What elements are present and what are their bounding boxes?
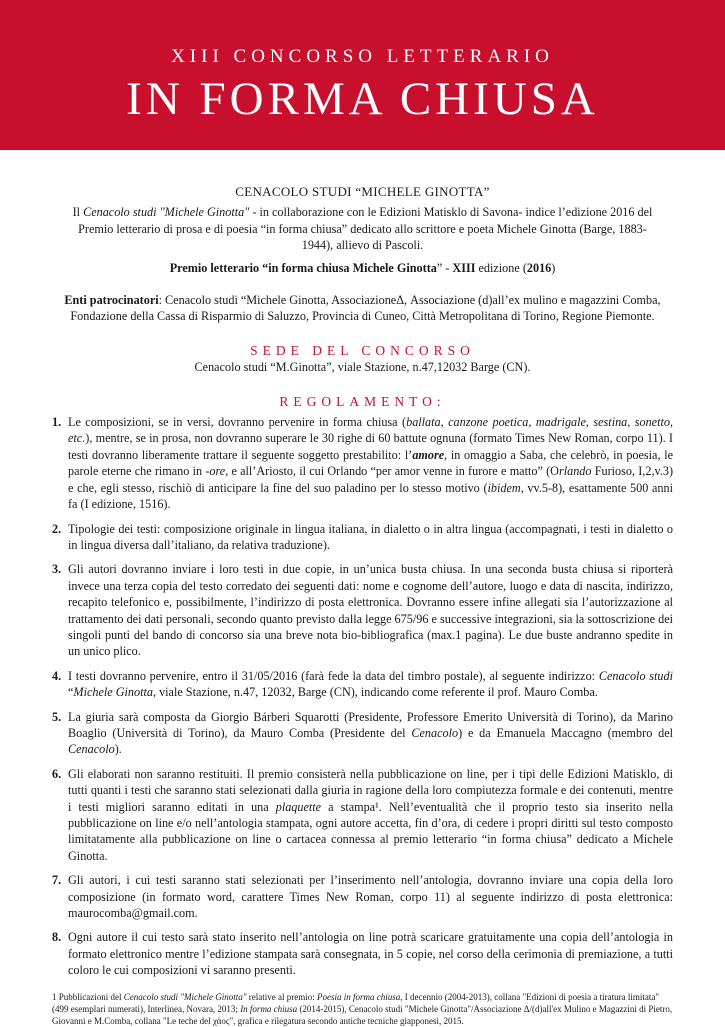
text-run <box>411 726 458 740</box>
rule-number: 4. <box>52 668 62 683</box>
text-segment: Cenacolo studi <box>598 668 673 683</box>
text-run: Ogni autore il cui testo sarà stato inserito nell’antologia on line potrà scaricare gratuitamente una copia dell’antologia in formato elettronico mentre l’edizione stampata sarà consegnata, in 5 copie, nel corso della cerimonia di premiazione, a tutti coloro le cui composizioni vi saranno presenti. <box>68 930 673 978</box>
text-run: I testi dovranno pervenire, entro il 31/05/2016 (farà fede la data del timbro postale), al seguente indirizzo: <box>68 668 599 683</box>
text-segment: Michele Ginotta <box>73 685 153 700</box>
text-run: (2014-2015), Cenacolo studi "Michele Ginotta"/Associazione Δ/(d)all'ex Mulino e Magazzini di Pietro, Giovanni e M.Comba, collana "Le teche del χάος", grafica e rilegatura secondo antiche tecniche giapponesi, 2015. <box>52 1003 673 1026</box>
rule-text <box>68 522 673 552</box>
header-banner <box>0 0 725 150</box>
text-segment: Cenacolo <box>68 742 115 757</box>
rule-text <box>68 767 673 863</box>
text-run <box>170 261 437 275</box>
text-run <box>452 261 475 275</box>
text-segment: ballata, canzone poetica, madrigale, sestina, sonetto, etc. <box>68 415 673 446</box>
text-run: 1 Pubblicazioni del <box>52 991 124 1002</box>
rule-text <box>68 930 673 977</box>
text-segment: Poesia in forma chiusa <box>317 991 401 1002</box>
sponsors-paragraph <box>52 292 673 325</box>
rule-item <box>52 929 673 978</box>
text-segment: rlando <box>558 464 592 479</box>
rule-number: 3. <box>52 562 62 577</box>
text-run: Il <box>72 205 84 220</box>
rule-text <box>68 873 673 920</box>
text-run <box>276 800 321 814</box>
text-run: Gli autori, i cui testi saranno stati selezionati per l’inserimento nell’antologia, dovranno inviare una copia della loro composizione (in formato word, carattere Times New Roman, corpo 11) al seguente indirizzo di posta elettronica: maurocomba@gmail.com. <box>68 873 673 921</box>
sede-address: Cenacolo studi “M.Ginotta”, viale Stazione, n.47,12032 Barge (CN). <box>194 360 531 375</box>
text-segment: Enti patrocinatori <box>64 293 159 308</box>
text-run <box>599 669 673 683</box>
text-run: , viale Stazione, n.47, 12032, Barge (CN), indicando come referente il prof. Mauro Comba. <box>152 685 598 700</box>
text-run: Gli autori dovranno inviare i loro testi in due copie, in un’unica busta chiusa. In una seconda busta chiusa si riporterà invece una terza copia del testo corredato dei seguenti dati: nome e cognome dell’autore, luogo e data di nascita, indirizzo, recapito telefonico e, possibilmente, l’indirizzo di posta elettronica. Dovranno essere infine allegati sia l’autorizzazione al trattamento dei dati personali, secondo quanto previsto dalla legge 675/96 e successive integrazioni, sia la sottoscrizione dei singoli punti del bando di concorso sia una breve nota bio-bibliografica (max.1 pagina). Le due buste andranno spedite in un unico plico. <box>68 562 673 659</box>
text-run: ), mentre, se in prosa, non dovranno superare le 30 righe di 60 battute ognuna (formato Times New Roman, corpo 11). I testi dovranno liberamente trattare il seguente soggetto prestabilito: l’ <box>68 431 673 462</box>
text-run: edizione ( <box>475 260 527 275</box>
rule-item <box>52 709 673 758</box>
text-run <box>83 205 249 219</box>
rule-item <box>52 668 673 701</box>
contest-title: IN FORMA CHIUSA <box>126 73 599 125</box>
text-run: , e all’Ariosto, il cui Orlando “per amor venne in furore e matto” (O <box>225 464 559 479</box>
rule-number: 2. <box>52 521 62 536</box>
text-run <box>527 261 551 275</box>
text-run: La giuria sarà composta da Giorgio Bárberi Squarotti (Presidente, Professore Emerito Università di Torino), da Marino Boaglio (Università di Torino), da Mauro Comba (Presidente del <box>68 709 673 740</box>
rule-item <box>52 561 673 659</box>
text-run <box>68 742 115 756</box>
contest-kicker: XIII CONCORSO LETTERARIO <box>171 46 554 67</box>
text-run <box>488 481 521 495</box>
text-run <box>317 992 400 1002</box>
text-run: Le composizioni, se in versi, dovranno pervenire in forma chiusa ( <box>68 415 407 430</box>
rule-item <box>52 766 673 864</box>
rule-item <box>52 521 673 554</box>
text-run: relative al premio: <box>246 991 318 1002</box>
rule-item <box>52 872 673 921</box>
text-run: Furioso, I,2,v.3) e che, egli stesso, rischiò di anticipare la fine del suo paladino per lo stesso motivo ( <box>68 464 673 495</box>
text-run: “ <box>68 685 74 700</box>
rule-item <box>52 414 673 512</box>
rule-text <box>68 710 673 757</box>
text-run: ) <box>551 260 556 275</box>
footnote <box>52 991 673 1027</box>
text-run: ) e da Emanuela Maccagno (membro del <box>458 725 673 740</box>
text-segment: plaquette <box>275 799 322 814</box>
rule-number: 8. <box>52 930 62 945</box>
rule-number: 5. <box>52 709 62 724</box>
text-segment: Premio letterario “in forma chiusa Michele Ginotta <box>169 260 437 275</box>
intro-paragraph <box>52 204 673 253</box>
text-run <box>559 464 592 478</box>
text-segment: Cenacolo <box>411 725 459 740</box>
text-segment: amore <box>412 447 445 462</box>
text-segment: 2016 <box>526 260 552 275</box>
text-run: - in collaborazione con le Edizioni Matisklo di Savona- indice l’edizione 2016 del Premio letterario di prosa e di poesia “in forma chiusa” dedicato allo scrittore e poeta Michele Ginotta (Barge, 1883-1944), allievo di Pascoli. <box>78 205 653 253</box>
rule-number: 6. <box>52 766 62 781</box>
rule-text <box>68 415 673 511</box>
text-run <box>64 293 158 307</box>
text-run: ” - <box>436 260 453 275</box>
rule-number: 1. <box>52 415 62 430</box>
text-segment: -ore <box>205 464 226 479</box>
rule-text <box>68 562 673 658</box>
text-segment: In forma chiusa <box>240 1003 298 1014</box>
text-run <box>412 448 444 462</box>
rule-number: 7. <box>52 873 62 888</box>
rule-text <box>68 669 673 699</box>
text-run: a stampa¹. Nell’eventualità che il proprio testo sia inserito nella pubblicazione on line e/o nell’antologia stampata, ogni autore accetta, fin d’ora, di cedere i propri diritti sul testo composto limitatamente alla pubblicazione on line o cartacea connessa al premio letterario “in forma chiusa” dedicato a Michele Ginotta. <box>68 799 674 863</box>
text-segment: XIII <box>452 260 476 275</box>
text-run: Tipologie dei testi: composizione originale in lingua italiana, in dialetto o in altra lingua (accompagnati, i testi in dialetto o in lingua diversa dall’italiano, da relativa traduzione). <box>68 521 673 552</box>
text-segment: ibidem <box>487 480 521 495</box>
prize-line <box>52 260 673 276</box>
text-run <box>205 464 225 478</box>
text-run: Gli elaborati non saranno restituiti. Il premio consisterà nella pubblicazione on line, per i tipi delle Edizioni Matisklo, di tutti quanti i testi che saranno stati selezionati dalla giuria in ragione della loro compiutezza formale e dei contenuti, mentre i testi migliori saranno editati in una <box>68 766 673 814</box>
text-run <box>73 685 153 699</box>
text-run <box>240 1004 297 1014</box>
text-segment: Cenacolo studi "Michele Ginotta" <box>83 205 250 220</box>
regolamento-heading: REGOLAMENTO: <box>279 393 446 409</box>
text-run <box>124 992 247 1002</box>
text-run: ). <box>114 742 122 757</box>
text-run: , in omaggio a Saba, che celebrò, in poesia, le parole eterne che rimano in <box>68 447 673 479</box>
text-segment: Cenacolo studi "Michele Ginotta" <box>123 991 247 1002</box>
rules-list <box>52 414 673 979</box>
text-run: : Cenacolo studi “Michele Ginotta, AssociazioneΔ, Associazione (d)all’ex mulino e magazzini Comba, Fondazione della Cassa di Risparmio di Saluzzo, Provincia di Cuneo, Città Metropolitana di Torino, Regione Piemonte. <box>70 293 661 324</box>
text-run: , I decennio (2004-2013), collana "Edizioni di poesia a tiratura limitata" (499 esemplari numerati), Interlinea, Novara, 2013; <box>52 991 660 1014</box>
text-run: , vv.5-8), esattamente 500 anni fa (I edizione, 1516). <box>68 480 673 512</box>
organizer-heading: CENACOLO STUDI “MICHELE GINOTTA” <box>235 184 490 199</box>
sede-heading: SEDE DEL CONCORSO <box>250 342 475 358</box>
document-body <box>0 184 725 1027</box>
